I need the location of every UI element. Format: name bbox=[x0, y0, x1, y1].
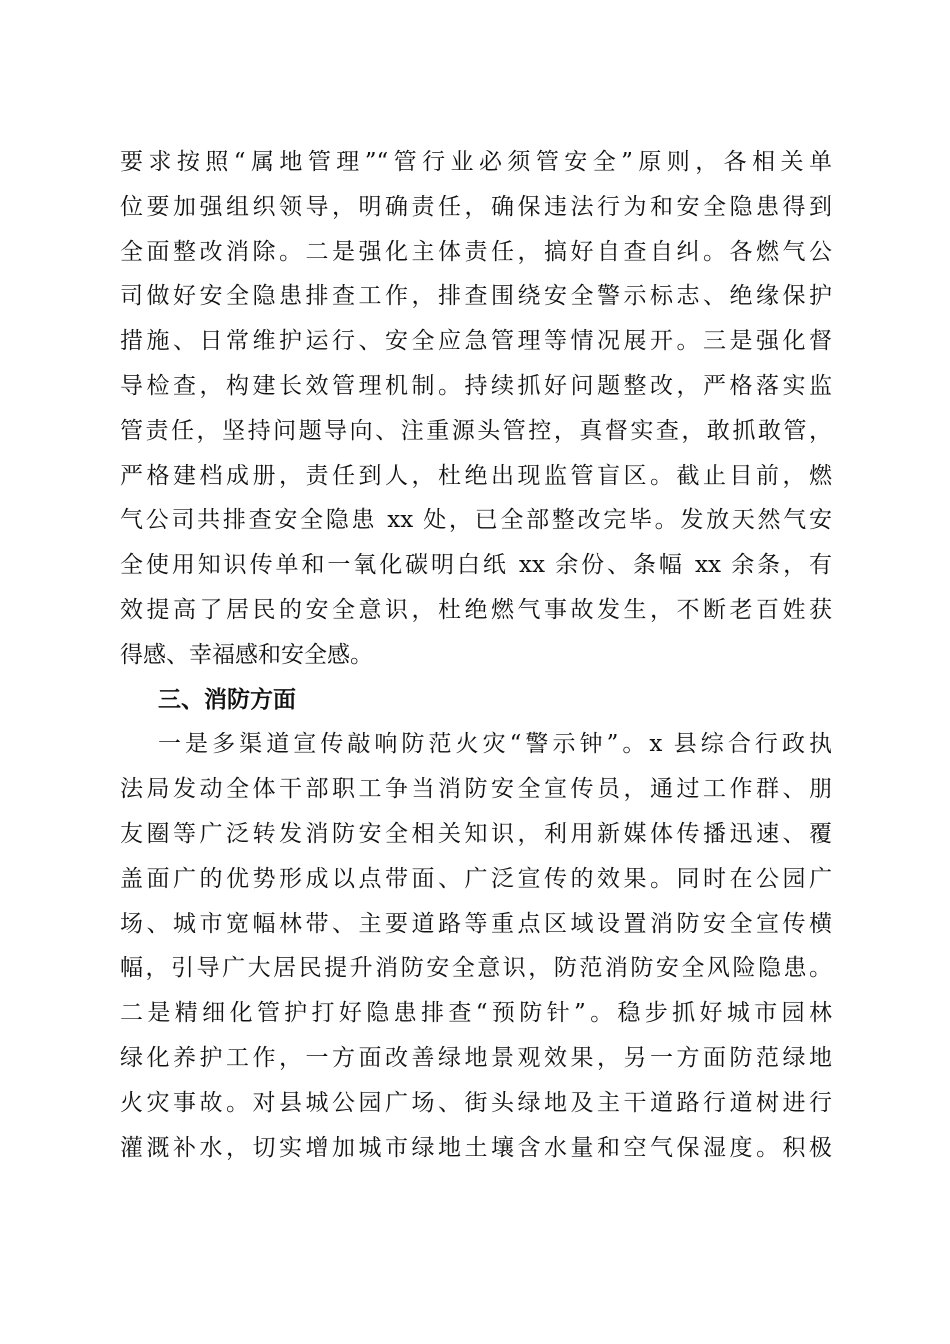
text-line: 严格建档成册，责任到人，杜绝出现监管盲区。截止目前，燃 bbox=[120, 462, 832, 489]
text-line: 灌溉补水，切实增加城市绿地土壤含水量和空气保湿度。积极 bbox=[120, 1134, 832, 1161]
text-line: 得感、幸福感和安全感。 bbox=[120, 641, 373, 668]
text-line: 场、城市宽幅林带、主要道路等重点区域设置消防安全宣传横 bbox=[120, 910, 832, 937]
text-line: 幅，引导广大居民提升消防安全意识，防范消防安全风险隐患。 bbox=[120, 955, 832, 982]
text-line: 全面整改消除。二是强化主体责任，搞好自查自纠。各燃气公 bbox=[120, 238, 832, 265]
text-line: 司做好安全隐患排查工作，排查围绕安全警示标志、绝缘保护 bbox=[120, 283, 832, 310]
text-line: 法局发动全体干部职工争当消防安全宣传员，通过工作群、朋 bbox=[120, 776, 832, 803]
text-line: 绿化养护工作，一方面改善绿地景观效果，另一方面防范绿地 bbox=[120, 1044, 832, 1071]
text-line: 全使用知识传单和一氧化碳明白纸 xx 余份、条幅 xx 余条，有 bbox=[120, 552, 832, 579]
text-line: 一是多渠道宣传敲响防范火灾“警示钟”。x 县综合行政执 bbox=[158, 731, 832, 758]
text-line: 友圈等广泛转发消防安全相关知识，利用新媒体传播迅速、覆 bbox=[120, 820, 832, 847]
text-line: 导检查，构建长效管理机制。持续抓好问题整改，严格落实监 bbox=[120, 372, 832, 399]
text-line: 位要加强组织领导，明确责任，确保违法行为和安全隐患得到 bbox=[120, 193, 832, 220]
text-line: 效提高了居民的安全意识，杜绝燃气事故发生，不断老百姓获 bbox=[120, 596, 832, 623]
text-line: 气公司共排查安全隐患 xx 处，已全部整改完毕。发放天然气安 bbox=[120, 507, 832, 534]
text-line: 盖面广的优势形成以点带面、广泛宣传的效果。同时在公园广 bbox=[120, 865, 832, 892]
text-line: 措施、日常维护运行、安全应急管理等情况展开。三是强化督 bbox=[120, 328, 832, 355]
text-line: 火灾事故。对县城公园广场、街头绿地及主干道路行道树进行 bbox=[120, 1089, 832, 1116]
text-line: 管责任，坚持问题导向、注重源头管控，真督实查，敢抓敢管， bbox=[120, 417, 832, 444]
text-line: 二是精细化管护打好隐患排查“预防针”。稳步抓好城市园林 bbox=[120, 1000, 832, 1027]
document-body bbox=[120, 140, 832, 1170]
section-heading: 三、消防方面 bbox=[158, 686, 296, 713]
text-line: 要求按照“属地管理”“管行业必须管安全”原则，各相关单 bbox=[120, 149, 832, 175]
